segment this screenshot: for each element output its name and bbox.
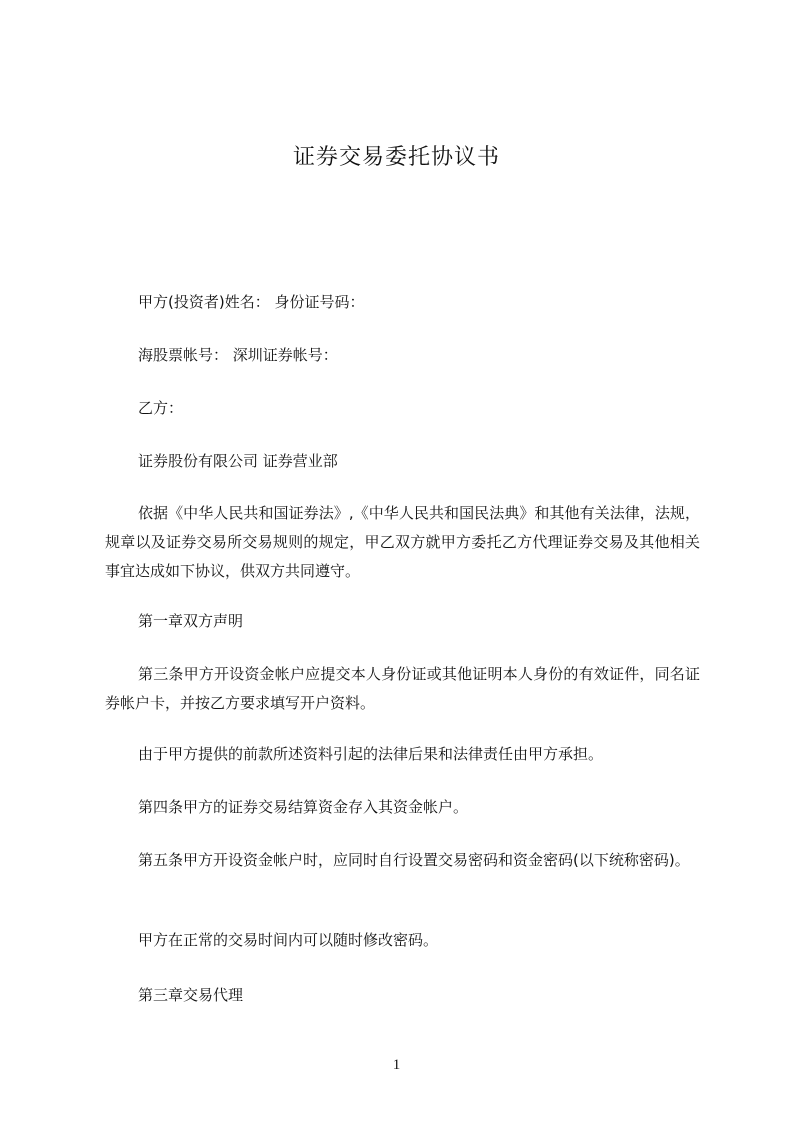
- party-a-line: 甲方(投资者)姓名： 身份证号码：: [138, 293, 365, 311]
- document-title: 证券交易委托协议书: [292, 145, 500, 170]
- article-5-paragraph: 第五条甲方开设资金帐户时，应同时自行设置交易密码和资金密码(以下统称密码)。: [138, 851, 690, 869]
- chapter-1-heading: 第一章双方声明: [138, 612, 244, 630]
- article-3-paragraph: 第三条甲方开设资金帐户应提交本人身份证或其他证明本人身份的有效证件，同名证券帐户卡，并按乙方要求填写开户资料。: [105, 665, 700, 712]
- accounts-line: 海股票帐号： 深圳证券帐号：: [138, 346, 338, 364]
- company-line: 证券股份有限公司 证券营业部: [138, 452, 338, 470]
- password-change-paragraph: 甲方在正常的交易时间内可以随时修改密码。: [138, 931, 439, 949]
- preamble-paragraph: 依据《中华人民共和国证券法》,《中华人民共和国民法典》和其他有关法律，法规，规章以及证券交易所交易规则的规定，甲乙双方就甲方委托乙方代理证券交易及其他相关事宜达成如下协议，供双方共同遵守。: [105, 504, 700, 580]
- party-b-line: 乙方：: [138, 399, 184, 417]
- page-number: 1: [392, 1057, 401, 1073]
- article-4-paragraph: 第四条甲方的证券交易结算资金存入其资金帐户。: [138, 798, 469, 816]
- liability-paragraph: 由于甲方提供的前款所述资料引起的法律后果和法律责任由甲方承担。: [138, 745, 604, 763]
- chapter-3-heading: 第三章交易代理: [138, 986, 244, 1004]
